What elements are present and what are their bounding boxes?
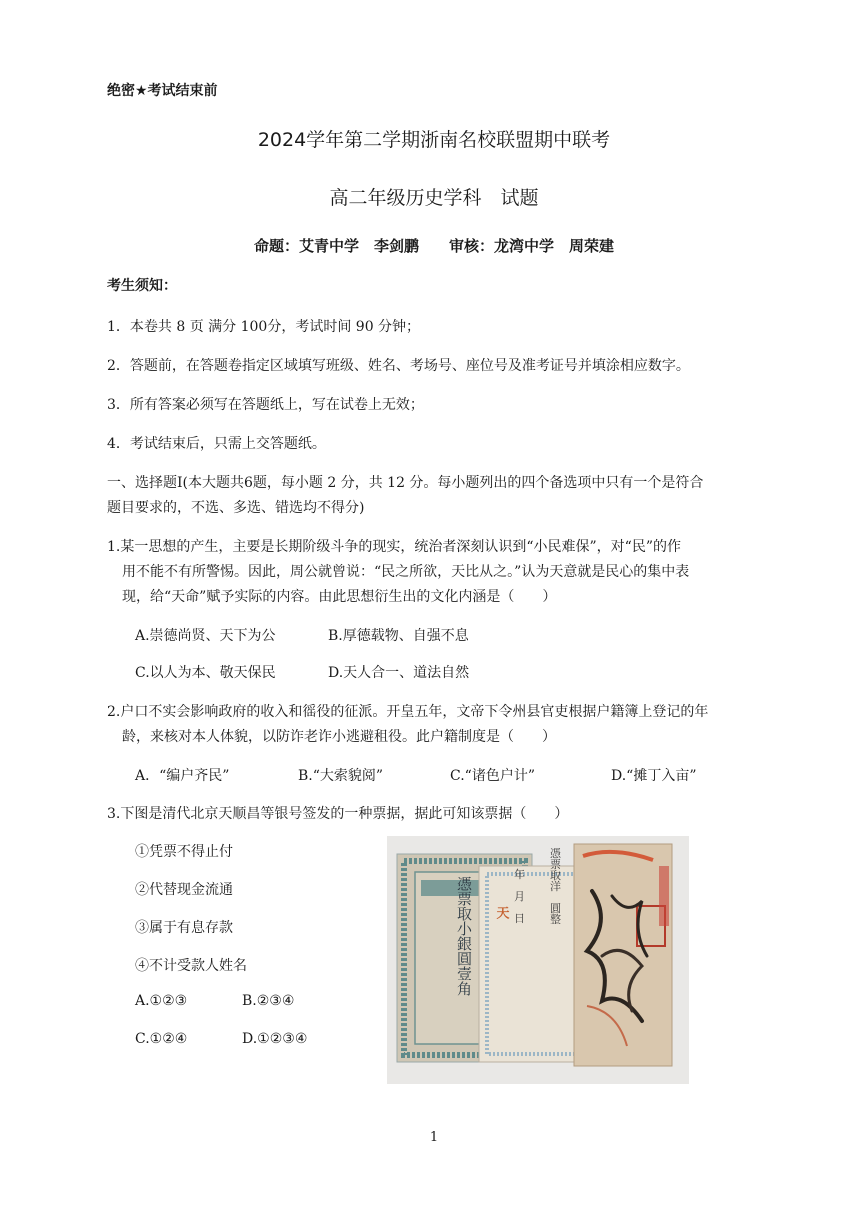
notice-item: 1．本卷共 8 页 满分 100分，考试时间 90 分钟； [107,319,421,335]
q3-option-b: B.②③④ [242,993,295,1009]
q1-stem: 用不能不有所警惕。因此，周公就曾说：“民之所欲，天比从之。”认为天意就是民心的集中表 [122,564,690,580]
q3-option-a: A.①②③ [135,993,188,1009]
note2-stamp: 天 [493,906,509,919]
q2-stem: 龄，来核对本人体貌，以防诈老诈小逃避租役。此户籍制度是（ ） [122,729,556,745]
note1-text: 憑票取小銀圓壹角 [455,876,473,996]
q3-option-c: C.①②④ [135,1031,188,1047]
q2-option-c: C.“诸色户计” [450,768,535,784]
q3-statement: ③属于有息存款 [135,920,233,936]
q3-statement: ④不计受款人姓名 [135,958,247,974]
q2-option-b: B.“大索貌阅” [298,768,384,784]
confidential-label: 绝密★考试结束前 [107,83,218,99]
banknotes-photo [387,836,689,1084]
note2-text: 憑票取洋 圓整 [548,847,562,925]
q1-stem: 1.某一思想的产生，主要是长期阶级斗争的现实，统治者深刻认识到“小民难保”，对“民”的作 [107,539,681,555]
section-intro: 一、选择题Ⅰ(本大题共6题，每小题 2 分，共 12 分。每小题列出的四个备选项中只有一个是符合 [107,475,704,491]
q2-option-a: A．“编户齐民” [135,768,230,784]
banknotes-illustration [387,836,689,1084]
q2-option-d: D.“摊丁入亩” [611,768,697,784]
q3-statement: ②代替现金流通 [135,882,233,898]
notice-item: 2．答题前，在答题卷指定区域填写班级、姓名、考场号、座位号及准考证号并填涂相应数字。 [107,358,690,374]
q1-option-d: D.天人合一、道法自然 [328,665,470,681]
exam-title: 2024学年第二学期浙南名校联盟期中联考 [257,129,611,151]
q1-option-b: B.厚德载物、自强不息 [328,628,469,644]
q1-stem: 现，给“天命”赋予实际的内容。由此思想衍生出的文化内涵是（ ） [122,589,557,605]
q3-option-d: D.①②③④ [242,1031,308,1047]
q1-option-a: A.崇德尚贤、天下为公 [135,628,276,644]
q3-statement: ①凭票不得止付 [135,844,233,860]
exam-subtitle: 高二年级历史学科 试题 [329,187,539,209]
q1-option-c: C.以人为本、敬天保民 [135,665,276,681]
notice-heading: 考生须知： [107,278,177,294]
page-number: 1 [429,1130,439,1145]
q3-stem: 3.下图是清代北京天顺昌等银号签发的一种票据，据此可知该票据（ ） [107,806,569,822]
section-intro: 题目要求的，不选、多选、错选均不得分) [107,500,365,516]
authors-line: 命题：艾青中学 李剑鹏 审核：龙湾中学 周荣建 [253,237,614,255]
note2-date: 年 月 日 [512,868,526,924]
q2-stem: 2.户口不实会影响政府的收入和徭役的征派。开皇五年，文帝下令州县官吏根据户籍簿上登记的年 [107,704,709,720]
notice-item: 4．考试结束后，只需上交答题纸。 [107,436,326,452]
notice-item: 3．所有答案必须写在答题纸上，写在试卷上无效； [107,397,424,413]
